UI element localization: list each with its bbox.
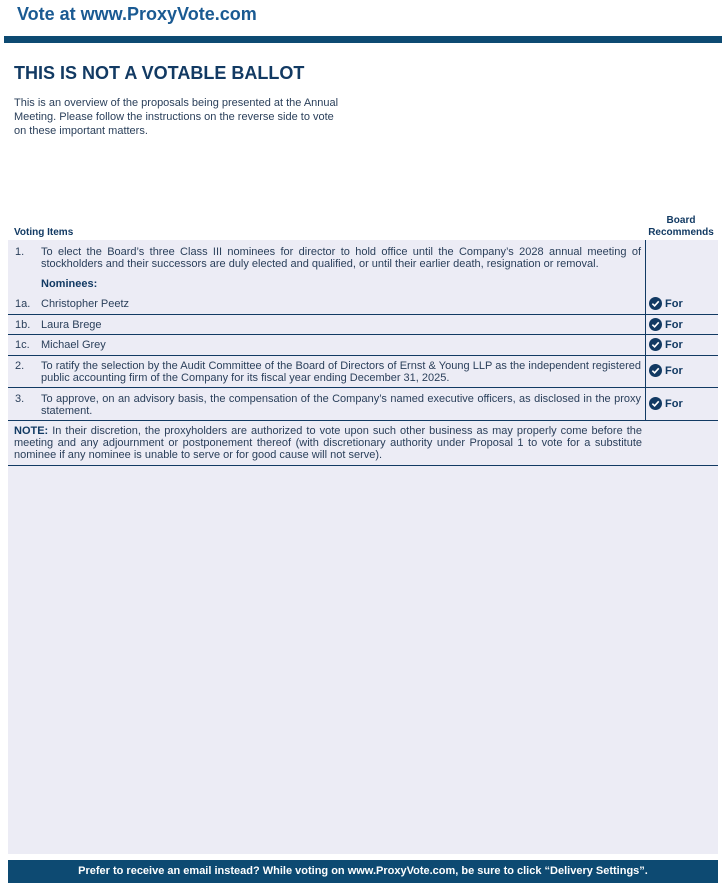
- row-divider: [8, 355, 718, 356]
- board-header-line2: Recommends: [648, 227, 714, 238]
- footer-banner: Prefer to receive an email instead? While voting on www.ProxyVote.com, be sure to click “Delivery Settings”.: [8, 860, 718, 883]
- checkmark-icon: [649, 297, 662, 310]
- recommendation: [649, 297, 683, 310]
- column-divider: [645, 240, 646, 420]
- voting-items-header: Voting Items: [14, 227, 74, 238]
- nominees-label: Nominees:: [41, 278, 98, 290]
- header-title[interactable]: Vote at www.ProxyVote.com: [17, 4, 257, 24]
- row-divider: [8, 314, 718, 315]
- recommendation-label: For: [665, 397, 683, 410]
- item-number: 2.: [15, 360, 25, 372]
- item-number: 1a.: [15, 298, 31, 310]
- note-text: In their discretion, the proxyholders are authorized to vote upon such other business as may properly come before the meeting and any adjournment or postponement thereof (with discretionary authority under Proposal 1 to vote for a substitute nominee if any nominee is unable to serve or for good cause will not serve).: [14, 425, 642, 461]
- item-number: 1b.: [15, 319, 31, 331]
- nominee-name: Laura Brege: [41, 319, 102, 331]
- recommendation-label: For: [665, 338, 683, 351]
- item-number: 1.: [15, 246, 25, 258]
- nominee-name: Christopher Peetz: [41, 298, 130, 310]
- recommendation: [649, 318, 683, 331]
- item-number: 1c.: [15, 339, 30, 351]
- note-label: NOTE:: [14, 425, 49, 437]
- checkmark-icon: [649, 338, 662, 351]
- item-number: 3.: [15, 393, 25, 405]
- recommendation: [649, 364, 683, 377]
- item-text: To ratify the selection by the Audit Committee of the Board of Directors of Ernst & Young LLP as the independent registered public accounting firm of the Company for its fiscal year ending December 31, 2025.: [41, 360, 641, 384]
- header-rule: [4, 36, 722, 43]
- checkmark-icon: [649, 318, 662, 331]
- checkmark-icon: [649, 364, 662, 377]
- board-recommends-header: [645, 215, 717, 239]
- checkmark-icon: [649, 397, 662, 410]
- row-divider: [8, 387, 718, 388]
- item-text: To elect the Board’s three Class III nominees for director to hold office until the Company’s 2028 annual meeting of stockholders and their successors are duly elected and qualified, or until their earlier death, resignation or removal.: [41, 246, 641, 270]
- row-divider: [8, 334, 718, 335]
- row-divider: [8, 420, 718, 421]
- recommendation-label: For: [665, 297, 683, 310]
- intro-text: This is an overview of the proposals being presented at the Annual Meeting. Please follow the instructions on the reverse side to vote on these important matters.: [14, 97, 339, 137]
- recommendation-label: For: [665, 318, 683, 331]
- recommendation: [649, 338, 683, 351]
- ballot-title: THIS IS NOT A VOTABLE BALLOT: [14, 63, 305, 83]
- board-header-line1: Board: [666, 215, 696, 226]
- proposals-panel: [8, 240, 718, 854]
- note: [14, 425, 642, 461]
- note-divider: [8, 465, 718, 466]
- recommendation-label: For: [665, 364, 683, 377]
- nominee-name: Michael Grey: [41, 339, 106, 351]
- recommendation: [649, 397, 683, 410]
- item-text: To approve, on an advisory basis, the compensation of the Company’s named executive officers, as disclosed in the proxy statement.: [41, 393, 641, 417]
